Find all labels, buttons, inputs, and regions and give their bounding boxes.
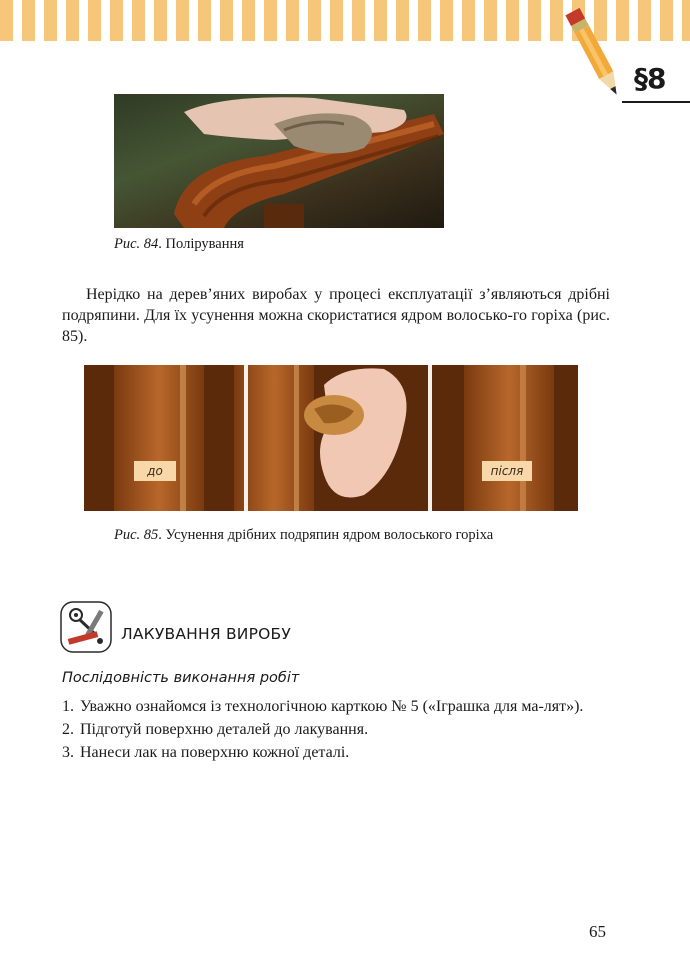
step-number: 1. — [62, 698, 74, 715]
list-item — [62, 719, 610, 740]
figure84-title: . Полірування — [158, 236, 244, 252]
walnut-photo — [84, 365, 578, 511]
step-text: Нанеси лак на поверхню кожної деталі. — [80, 744, 350, 761]
tools-icon — [60, 601, 112, 653]
figure85-caption — [114, 527, 493, 544]
page-number: 65 — [589, 922, 606, 941]
figure84-label: Рис. 84 — [114, 236, 159, 252]
pencil-icon — [565, 4, 625, 104]
body-paragraph — [62, 284, 610, 347]
section-rule — [622, 101, 690, 103]
step-text: Уважно ознайомся із технологічною карткою № 5 («Іграшка для ма-лят»). — [80, 698, 584, 715]
steps-list — [62, 696, 610, 765]
list-item — [62, 696, 610, 717]
step-text: Підготуй поверхню деталей до лакування. — [80, 721, 369, 738]
polishing-photo — [114, 94, 444, 228]
list-item — [62, 742, 610, 763]
section-title: ЛАКУВАННЯ ВИРОБУ — [121, 625, 292, 643]
after-label: після — [482, 461, 532, 481]
section-subtitle: Послідовність виконання робіт — [62, 670, 300, 686]
figure85-title: . Усунення дрібних подряпин ядром волоського горіха — [158, 527, 494, 543]
figure85-label: Рис. 85 — [114, 527, 159, 543]
step-number: 3. — [62, 744, 74, 761]
section-number: §8 — [634, 62, 666, 95]
paragraph-text: Нерідко на дерев’яних виробах у процесі експлуатації з’являються дрібні подряпини. Для їх усунення можна скористатися ядром волосько-го горіха (рис. 85). — [62, 286, 610, 345]
before-label: до — [134, 461, 176, 481]
figure84-caption — [114, 236, 244, 253]
step-number: 2. — [62, 721, 74, 738]
